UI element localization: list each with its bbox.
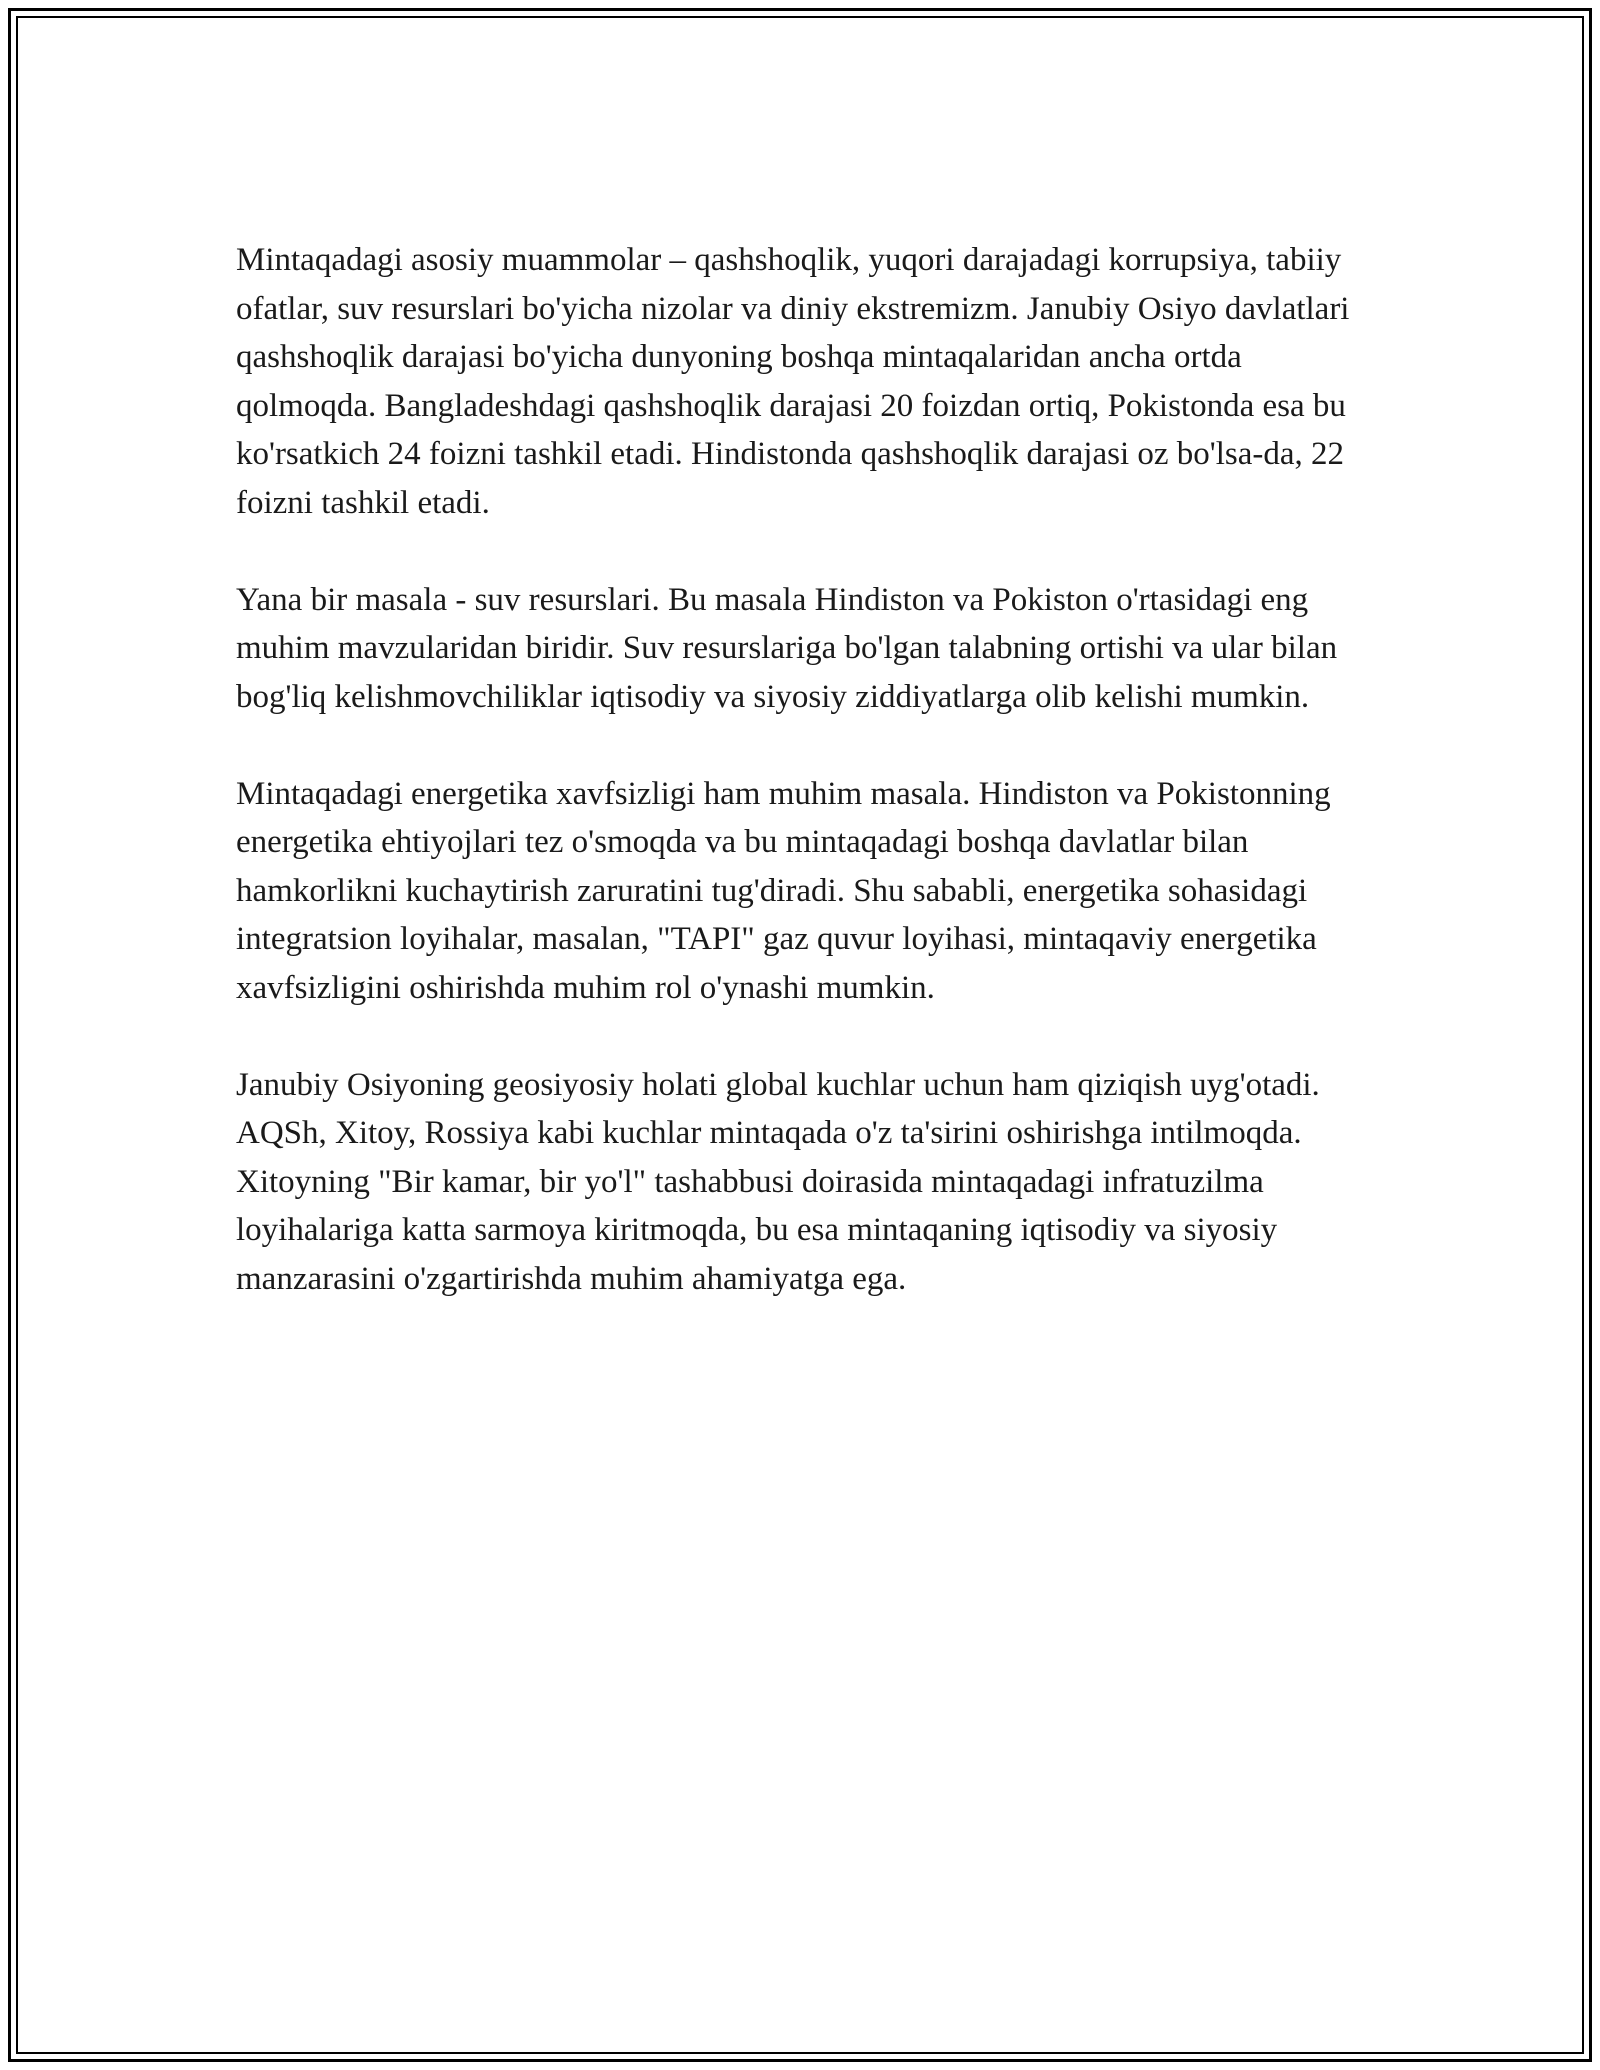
paragraph-geopolitics: Janubiy Osiyoning geosiyosiy holati global kuchlar uchun ham qiziqish uyg'otadi. AQSh, Xitoy, Rossiya kabi kuchlar mintaqada o'z ta'sirini oshirishga intilmoqda. Xitoyning "Bir kamar, bir yo'l" tashabbusi doirasida mintaqadagi infratuzilma loyihalariga katta sarmoya kiritmoqda, bu esa mintaqaning iqtisodiy va siyosiy manzarasini o'zgartirishda muhim ahamiyatga ega. (236, 1066, 1320, 1297)
paragraph-water-resources: Yana bir masala - suv resurslari. Bu masala Hindiston va Pokiston o'rtasidagi eng muhim mavzularidan biridir. Suv resurslariga bo'lgan talabning ortishi va ular bilan bog'liq kelishmovchiliklar iqtisodiy va siyosiy ziddiyatlarga olib kelishi mumkin. (236, 581, 1338, 715)
paragraph-energy-security: Mintaqadagi energetika xavfsizligi ham muhim masala. Hindiston va Pokistonning energetika ehtiyojlari tez o'smoqda va bu mintaqadagi boshqa davlatlar bilan hamkorlikni kuchaytirish zaruratini tug'diradi. Shu sababli, energetika sohasidagi integratsion loyihalar, masalan, "TAPI" gaz quvur loyihasi, mintaqaviy energetika xavfsizligini oshirishda muhim rol o'ynashi mumkin. (236, 775, 1331, 1006)
paragraph-poverty-problems: Mintaqadagi asosiy muammolar – qashshoqlik, yuqori darajadagi korrupsiya, tabiiy ofatlar, suv resurslari bo'yicha nizolar va diniy ekstremizm. Janubiy Osiyo davlatlari qashshoqlik darajasi bo'yicha dunyoning boshqa mintaqalaridan ancha ortda qolmoqda. Bangladeshdagi qashshoqlik darajasi 20 foizdan ortiq, Pokistonda esa bu ko'rsatkich 24 foizni tashkil etadi. Hindistonda qashshoqlik darajasi oz bo'lsa-da, 22 foizni tashkil etadi. (236, 242, 1350, 521)
document-body (236, 236, 1366, 1352)
